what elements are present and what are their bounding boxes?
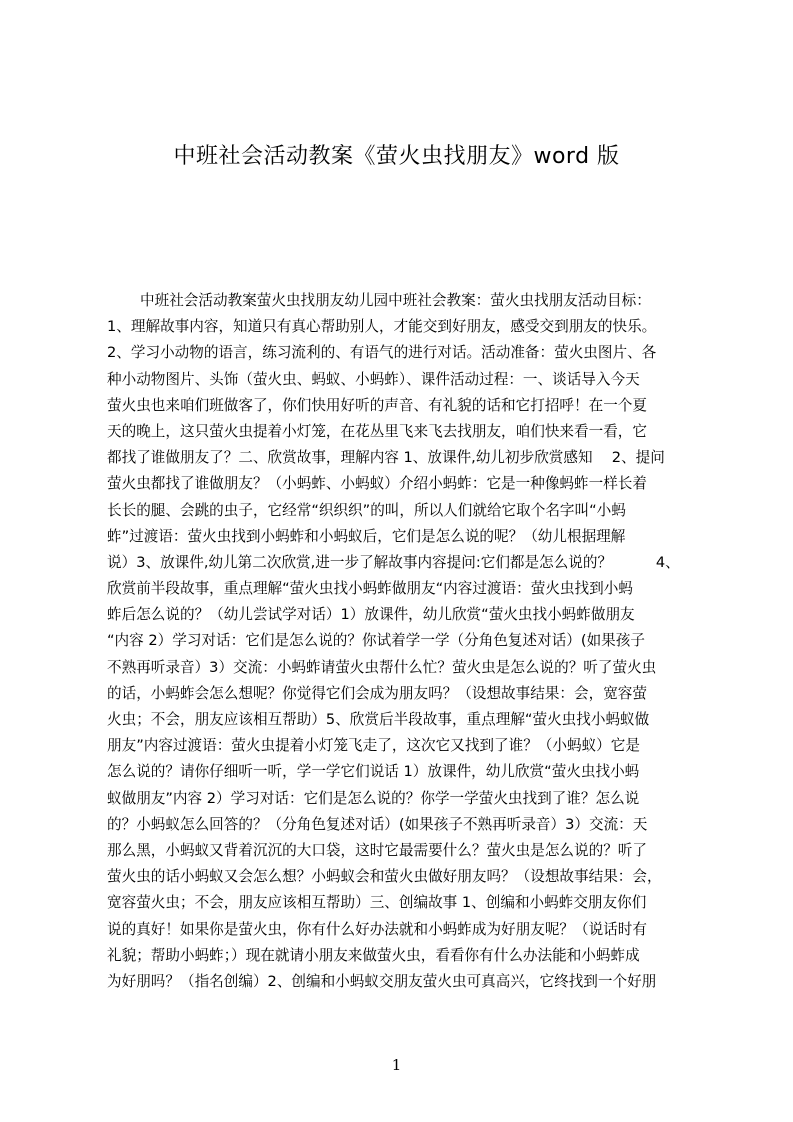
body-line: 萤火虫也来咱们班做客了，你们快用好听的声音、有礼貌的话和它打招呼！在一个夏 [107, 396, 647, 414]
body-line: 礼貌；帮助小蚂蚱；）现在就请小朋友来做萤火虫，看看你有什么办法能和小蚂蚱成 [107, 946, 640, 964]
body-line: 为好朋吗？（指名创编）2、创编和小蚂蚁交朋友萤火虫可真高兴，它终找到一个好朋 [107, 972, 657, 990]
body-line: 萤火虫都找了谁做朋友？（小蚂蚱、小蚂蚁）介绍小蚂蚱：它是一种像蚂蚱一样长着 [107, 475, 647, 493]
body-line: 的？小蚂蚁怎么回答的？（分角色复述对话）(如果孩子不熟再听录音）3）交流：天 [107, 815, 648, 833]
body-line: 蚁做朋友”内容 2）学习对话：它们是怎么说的？你学一学萤火虫找到了谁？怎么说 [107, 789, 640, 807]
body-line: 说的真好！如果你是萤火虫，你有什么好办法就和小蚂蚱成为好朋友呢？（说话时有 [107, 920, 647, 938]
body-line: 1、理解故事内容，知道只有真心帮助别人，才能交到好朋友，感受交到朋友的快乐。 [107, 318, 657, 336]
body-line: 2、学习小动物的语言，练习流利的、有语气的进行对话。活动准备：萤火虫图片、各 [107, 344, 657, 362]
body-line: 朋友”内容过渡语：萤火虫提着小灯笼飞走了，这次它又找到了谁？（小蚂蚁）它是 [107, 737, 640, 755]
body-line: 长长的腿、会跳的虫子，它经常“织织织”的叫，所以人们就给它取个名字叫“小蚂 [107, 501, 626, 519]
body-line: 欣赏前半段故事，重点理解“萤火虫找小蚂蚱做朋友“内容过渡语：萤火虫找到小蚂 [107, 580, 633, 598]
body-line: 不熟再听录音）3）交流：小蚂蚱请萤火虫帮什么忙？萤火虫是怎么说的？听了萤火虫 [107, 658, 657, 676]
body-line: 的话，小蚂蚱会怎么想呢？你觉得它们会成为朋友吗？（设想故事结果：会，宽容萤 [107, 684, 647, 702]
body-line: 都找了谁做朋友了？二、欣赏故事，理解内容 1、放课件,幼儿初步欣赏感知 2、提问 [107, 449, 665, 467]
body-line: 天的晚上，这只萤火虫提着小灯笼，在花丛里飞来飞去找朋友，咱们快来看一看，它 [107, 422, 647, 440]
body-line: 蚱”过渡语：萤火虫找到小蚂蚱和小蚂蚁后，它们是怎么说的呢？（幼儿根据理解 [107, 527, 626, 545]
body-line: 火虫；不会，朋友应该相互帮助）5、欣赏后半段故事，重点理解“萤火虫找小蚂蚁做 [107, 711, 650, 728]
body-line: 宽容萤火虫；不会，朋友应该相互帮助）三、创编故事 1、创编和小蚂蚱交朋友你们 [107, 894, 647, 912]
body-line: 蚱后怎么说的？（幼儿尝试学对话）1）放课件，幼儿欣赏“萤火虫找小蚂蚱做朋友 [107, 606, 635, 624]
body-line: 说）3、放课件,幼儿第二次欣赏,进一步了解故事内容提问:它们都是怎么说的？ 4、 [107, 553, 680, 571]
body-line: 萤火虫的话小蚂蚁又会怎么想？小蚂蚁会和萤火虫做好朋友吗？（设想故事结果：会， [107, 868, 662, 886]
body-line: 种小动物图片、头饰（萤火虫、蚂蚁、小蚂蚱）、课件活动过程：一、谈话导入今天 [107, 370, 640, 388]
body-line: “内容 2）学习对话：它们是怎么说的？你试着学一学（分角色复述对话）(如果孩子 [107, 632, 645, 650]
body-line: 怎么说的？请你仔细听一听，学一学它们说话 1）放课件，幼儿欣赏“萤火虫找小蚂 [107, 763, 640, 781]
document-body [107, 288, 698, 995]
page-number: 1 [391, 1056, 402, 1074]
body-line: 那么黑，小蚂蚁又背着沉沉的大口袋，这时它最需要什么？萤火虫是怎么说的？听了 [107, 841, 647, 859]
document-title: 中班社会活动教案《萤火虫找朋友》word 版 [173, 144, 620, 169]
body-line: 中班社会活动教案萤火虫找朋友幼儿园中班社会教案：萤火虫找朋友活动目标： [140, 292, 651, 309]
